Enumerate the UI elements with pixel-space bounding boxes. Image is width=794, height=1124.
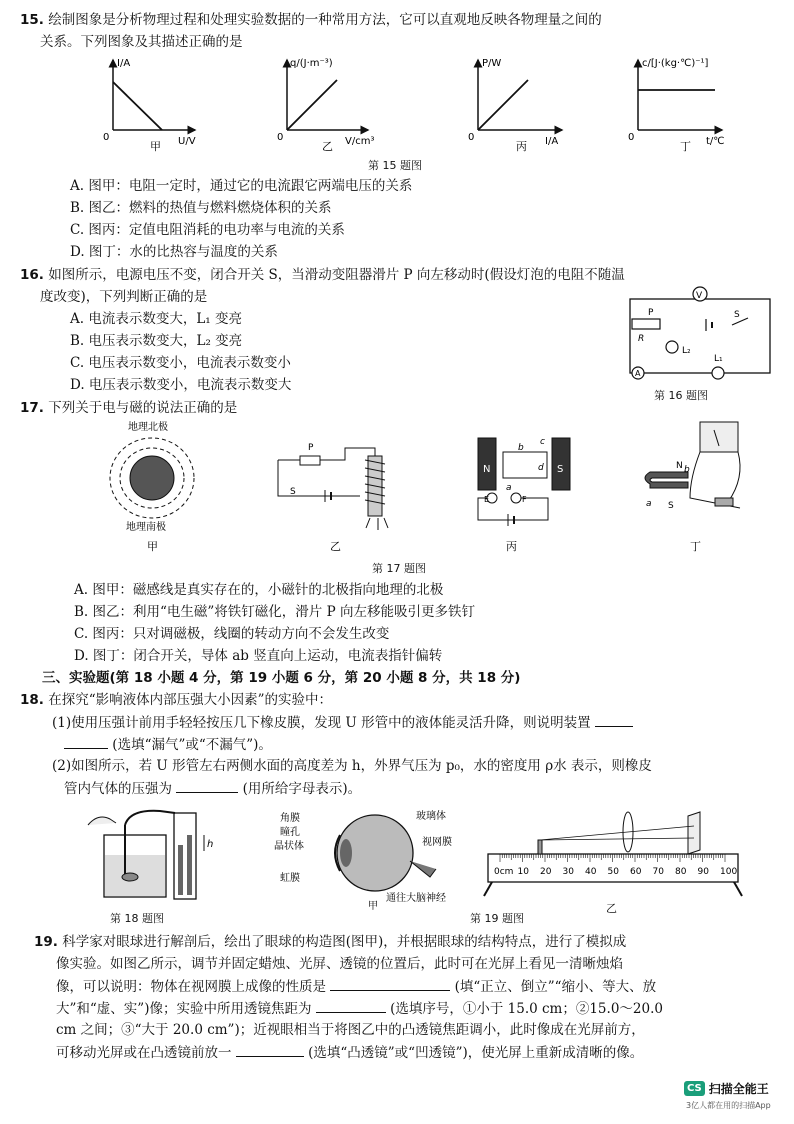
q16-option-c: C. 电压表示数变小，电流表示数变小 (70, 355, 291, 371)
q17-option-b: B. 图乙：利用“电生磁”将铁钉磁化，滑片 P 向左移能吸引更多铁钉 (74, 604, 475, 620)
svg-text:N: N (483, 464, 491, 475)
q16-circuit (620, 285, 780, 385)
svg-text:V: V (696, 291, 703, 301)
svg-text:S: S (290, 487, 296, 497)
graph-jia-origin: 0 (103, 132, 110, 143)
q15-stem-line2: 关系。下列图象及其描述正确的是 (40, 34, 243, 50)
svg-text:瞳孔: 瞳孔 (280, 827, 300, 838)
graph-ding-origin: 0 (628, 132, 635, 143)
svg-text:A: A (635, 369, 641, 378)
earth-icon (130, 456, 174, 500)
ruler-label: 40 (585, 867, 597, 877)
q19-blank2 (316, 998, 386, 1013)
q19-blank3 (236, 1042, 304, 1057)
u-magnet-icon (645, 472, 688, 488)
svg-text:P: P (648, 308, 654, 318)
q19-line6 (56, 1042, 643, 1063)
q18-p2c: (用所给字母表示)。 (242, 781, 362, 797)
q17-caption: 第 17 题图 (372, 562, 426, 575)
q16-option-a: A. 电流表示数变大，L₁ 变亮 (70, 311, 242, 327)
svg-text:F: F (522, 495, 527, 504)
graph-bing-ylabel: P/W (482, 58, 502, 69)
graph-yi-xlabel: V/cm³ (345, 136, 375, 147)
svg-text:E: E (484, 495, 490, 504)
q19-line3 (56, 976, 656, 997)
q19-line4 (56, 998, 663, 1019)
q19-blank1 (330, 976, 450, 991)
svg-text:b: b (684, 465, 690, 475)
ruler-label: 60 (630, 867, 642, 877)
u-tube-icon (174, 813, 196, 899)
graph-ding (628, 58, 725, 152)
ruler-label: 50 (607, 867, 619, 877)
q19-l4b: (选填序号，①小于 15.0 cm；②15.0～20.0 (390, 1001, 663, 1017)
q18-stem (20, 690, 332, 710)
svg-text:h: h (207, 839, 214, 850)
q18-part1-line2 (64, 734, 272, 755)
graph-yi (277, 58, 374, 152)
section-3-heading: 三、实验题(第 18 小题 4 分，第 19 小题 6 分，第 20 小题 8 分，共 18 分) (42, 670, 521, 686)
q17-option-a: A. 图甲：磁感线是真实存在的，小磁针的北极指向地理的北极 (74, 582, 444, 598)
svg-text:a: a (506, 483, 512, 493)
graph-yi-origin: 0 (277, 132, 284, 143)
graph-bing-xlabel: I/A (545, 136, 559, 147)
ruler-label: 70 (652, 867, 664, 877)
svg-text:S: S (668, 501, 674, 511)
q17-stem (20, 398, 237, 418)
ruler-ticks (494, 854, 737, 877)
svg-text:N: N (676, 461, 683, 471)
svg-text:a: a (646, 499, 652, 509)
svg-text:通往大脑神经: 通往大脑神经 (386, 893, 446, 904)
q15-option-b: B. 图乙：燃料的热值与燃料燃烧体积的关系 (70, 200, 332, 216)
ruler-label: 100 (720, 867, 738, 877)
electromagnet-figure (278, 443, 388, 553)
graph-ding-ylabel: c/[J·(kg·℃)⁻¹] (642, 58, 709, 69)
svg-text:S: S (557, 464, 564, 475)
q16-option-b: B. 电压表示数变大，L₂ 变亮 (70, 333, 243, 349)
svg-text:甲: 甲 (368, 901, 378, 910)
q18-number: 18. (20, 692, 44, 708)
q18-blank2 (176, 778, 238, 793)
cs-logo-icon: CS (684, 1081, 705, 1096)
ruler-label: 20 (540, 867, 552, 877)
lamp-l2-icon (666, 341, 678, 353)
watermark-sub: 3亿人都在用的扫描App (686, 1101, 771, 1110)
watermark-title: 扫描全能王 (708, 1082, 769, 1096)
motor-figure (478, 437, 570, 553)
svg-text:玻璃体: 玻璃体 (416, 811, 446, 822)
q17-option-d: D. 图丁：闭合开关，导体 ab 竖直向上运动，电流表指针偏转 (74, 648, 443, 664)
svg-text:L₁: L₁ (714, 354, 723, 364)
ruler-label: 90 (697, 867, 709, 877)
q19-l1: 科学家对眼球进行解剖后，绘出了眼球的构造图(图甲)，并根据眼球的结构特点，进行了模拟成 (62, 934, 627, 950)
svg-text:地理南极: 地理南极 (126, 522, 166, 533)
graph-jia-line (113, 82, 162, 130)
q18-figure (70, 805, 230, 905)
q18-part2-line1: (2)如图所示，若 U 形管左右两侧水面的高度差为 h，外界气压为 p₀，水的密度用 ρ水 表示，则橡皮 (52, 758, 652, 774)
q19-line5: cm 之间；③“大于 20.0 cm”)；近视眼相当于将图乙中的凸透镜焦距调小，此时像成在光屏前方， (56, 1022, 645, 1038)
q16-option-d: D. 电压表示数变小，电流表示数变大 (70, 377, 292, 393)
graph-yi-ylabel: q/(J·m⁻³) (290, 58, 333, 69)
svg-text:丁: 丁 (690, 540, 701, 553)
q16-stem-line1 (20, 265, 625, 285)
eye-figure (270, 805, 480, 910)
generator-figure (645, 422, 740, 553)
rheostat-icon (632, 319, 660, 329)
q15-caption: 第 15 题图 (368, 159, 422, 172)
q15-option-a: A. 图甲：电阻一定时，通过它的电流跟它两端电压的关系 (70, 178, 413, 194)
q15-number: 15. (20, 12, 44, 28)
q16-caption: 第 16 题图 (654, 389, 708, 402)
svg-text:虹膜: 虹膜 (280, 873, 300, 884)
q18-p1a: (1)使用压强计前用手轻轻按压几下橡皮膜，发现 U 形管中的液体能灵活升降，则说明装置 (52, 715, 591, 731)
q15-stem-line1 (20, 10, 602, 30)
q15-option-d: D. 图丁：水的比热容与温度的关系 (70, 244, 278, 260)
graph-bing-line (478, 80, 528, 130)
graph-ding-xlabel: t/℃ (706, 136, 725, 147)
svg-text:R: R (638, 334, 645, 344)
ruler-label: 0cm (494, 867, 514, 877)
q17-number: 17. (20, 400, 44, 416)
q18-part2-line2 (64, 778, 361, 799)
graph-ding-name: 丁 (680, 140, 691, 152)
q17-text: 下列关于电与磁的说法正确的是 (48, 400, 238, 416)
q16-text1: 如图所示，电源电压不变，闭合开关 S，当滑动变阻器滑片 P 向左移动时(假设灯泡的电阻不随温 (48, 267, 625, 283)
scanner-watermark (684, 1080, 769, 1097)
svg-text:c: c (540, 437, 545, 447)
q18-blank1-end (64, 734, 108, 749)
q17-figures (0, 418, 794, 568)
q19-l6b: (选填“凸透镜”或“凹透镜”)，使光屏上重新成清晰的像。 (308, 1045, 644, 1061)
candle-icon (538, 840, 542, 854)
graph-jia (103, 58, 196, 152)
svg-text:地理北极: 地理北极 (128, 422, 168, 433)
q19-number: 19. (34, 934, 58, 950)
graph-bing (468, 58, 562, 152)
svg-text:d: d (538, 463, 544, 473)
earth-figure (110, 420, 194, 553)
q18-caption: 第 18 题图 (110, 912, 164, 925)
q18-p2b: 管内气体的压强为 (64, 781, 172, 797)
optical-bench-figure (478, 810, 748, 900)
screen-icon (688, 812, 700, 854)
graph-bing-origin: 0 (468, 132, 475, 143)
q19-l3a: 像，可以说明：物体在视网膜上成像的性质是 (56, 979, 326, 995)
graph-bing-name: 丙 (516, 140, 527, 152)
q18-text: 在探究“影响液体内部压强大小因素”的实验中： (48, 692, 333, 708)
q19-line1 (34, 932, 626, 952)
q19-caption: 第 19 题图 (470, 912, 524, 925)
graph-yi-name: 乙 (322, 140, 333, 152)
graph-jia-name: 甲 (150, 140, 161, 152)
svg-text:视网膜: 视网膜 (422, 837, 452, 848)
svg-text:丙: 丙 (506, 540, 517, 553)
q19-l4a: 大”和“虚、实”)像；实验中所用透镜焦距为 (56, 1001, 312, 1017)
graph-yi-line (287, 80, 337, 130)
graph-jia-ylabel: I/A (117, 58, 131, 69)
svg-text:晶状体: 晶状体 (274, 841, 304, 852)
q18-part1-line1 (52, 712, 633, 733)
q16-stem-line2: 度改变)，下列判断正确的是 (40, 289, 208, 305)
galvanometer-icon (700, 422, 738, 452)
q19-l3b: (填“正立、倒立”“缩小、等大、放 (454, 979, 657, 995)
q15-option-c: C. 图丙：定值电阻消耗的电功率与电流的关系 (70, 222, 345, 238)
svg-text:角膜: 角膜 (280, 813, 300, 824)
svg-text:乙: 乙 (330, 540, 341, 553)
yi-label: 乙 (606, 902, 617, 915)
hand-icon (88, 817, 116, 825)
svg-text:P: P (308, 443, 314, 453)
ruler-label: 80 (675, 867, 687, 877)
q16-number: 16. (20, 267, 44, 283)
q15-graphs (0, 52, 794, 152)
svg-text:S: S (734, 310, 740, 320)
svg-text:L₂: L₂ (682, 346, 691, 356)
ruler-label: 10 (517, 867, 529, 877)
q19-line2: 像实验。如图乙所示，调节并固定蜡烛、光屏、透镜的位置后，此时可在光屏上看见一清晰烛焰 (56, 956, 623, 972)
svg-text:b: b (518, 443, 524, 453)
q18-blank1-start (595, 712, 633, 727)
svg-text:甲: 甲 (147, 540, 158, 553)
q15-text1: 绘制图象是分析物理过程和处理实验数据的一种常用方法，它可以直观地反映各物理量之间的 (48, 12, 602, 28)
ruler-label: 30 (562, 867, 574, 877)
q17-option-c: C. 图丙：只对调磁极，线圈的转动方向不会发生改变 (74, 626, 390, 642)
lamp-l1-icon (712, 367, 724, 379)
q18-p1b: (选填“漏气”或“不漏气”)。 (112, 737, 272, 753)
graph-jia-xlabel: U/V (178, 136, 196, 147)
q19-l6a: 可移动光屏或在凸透镜前放一 (56, 1045, 232, 1061)
